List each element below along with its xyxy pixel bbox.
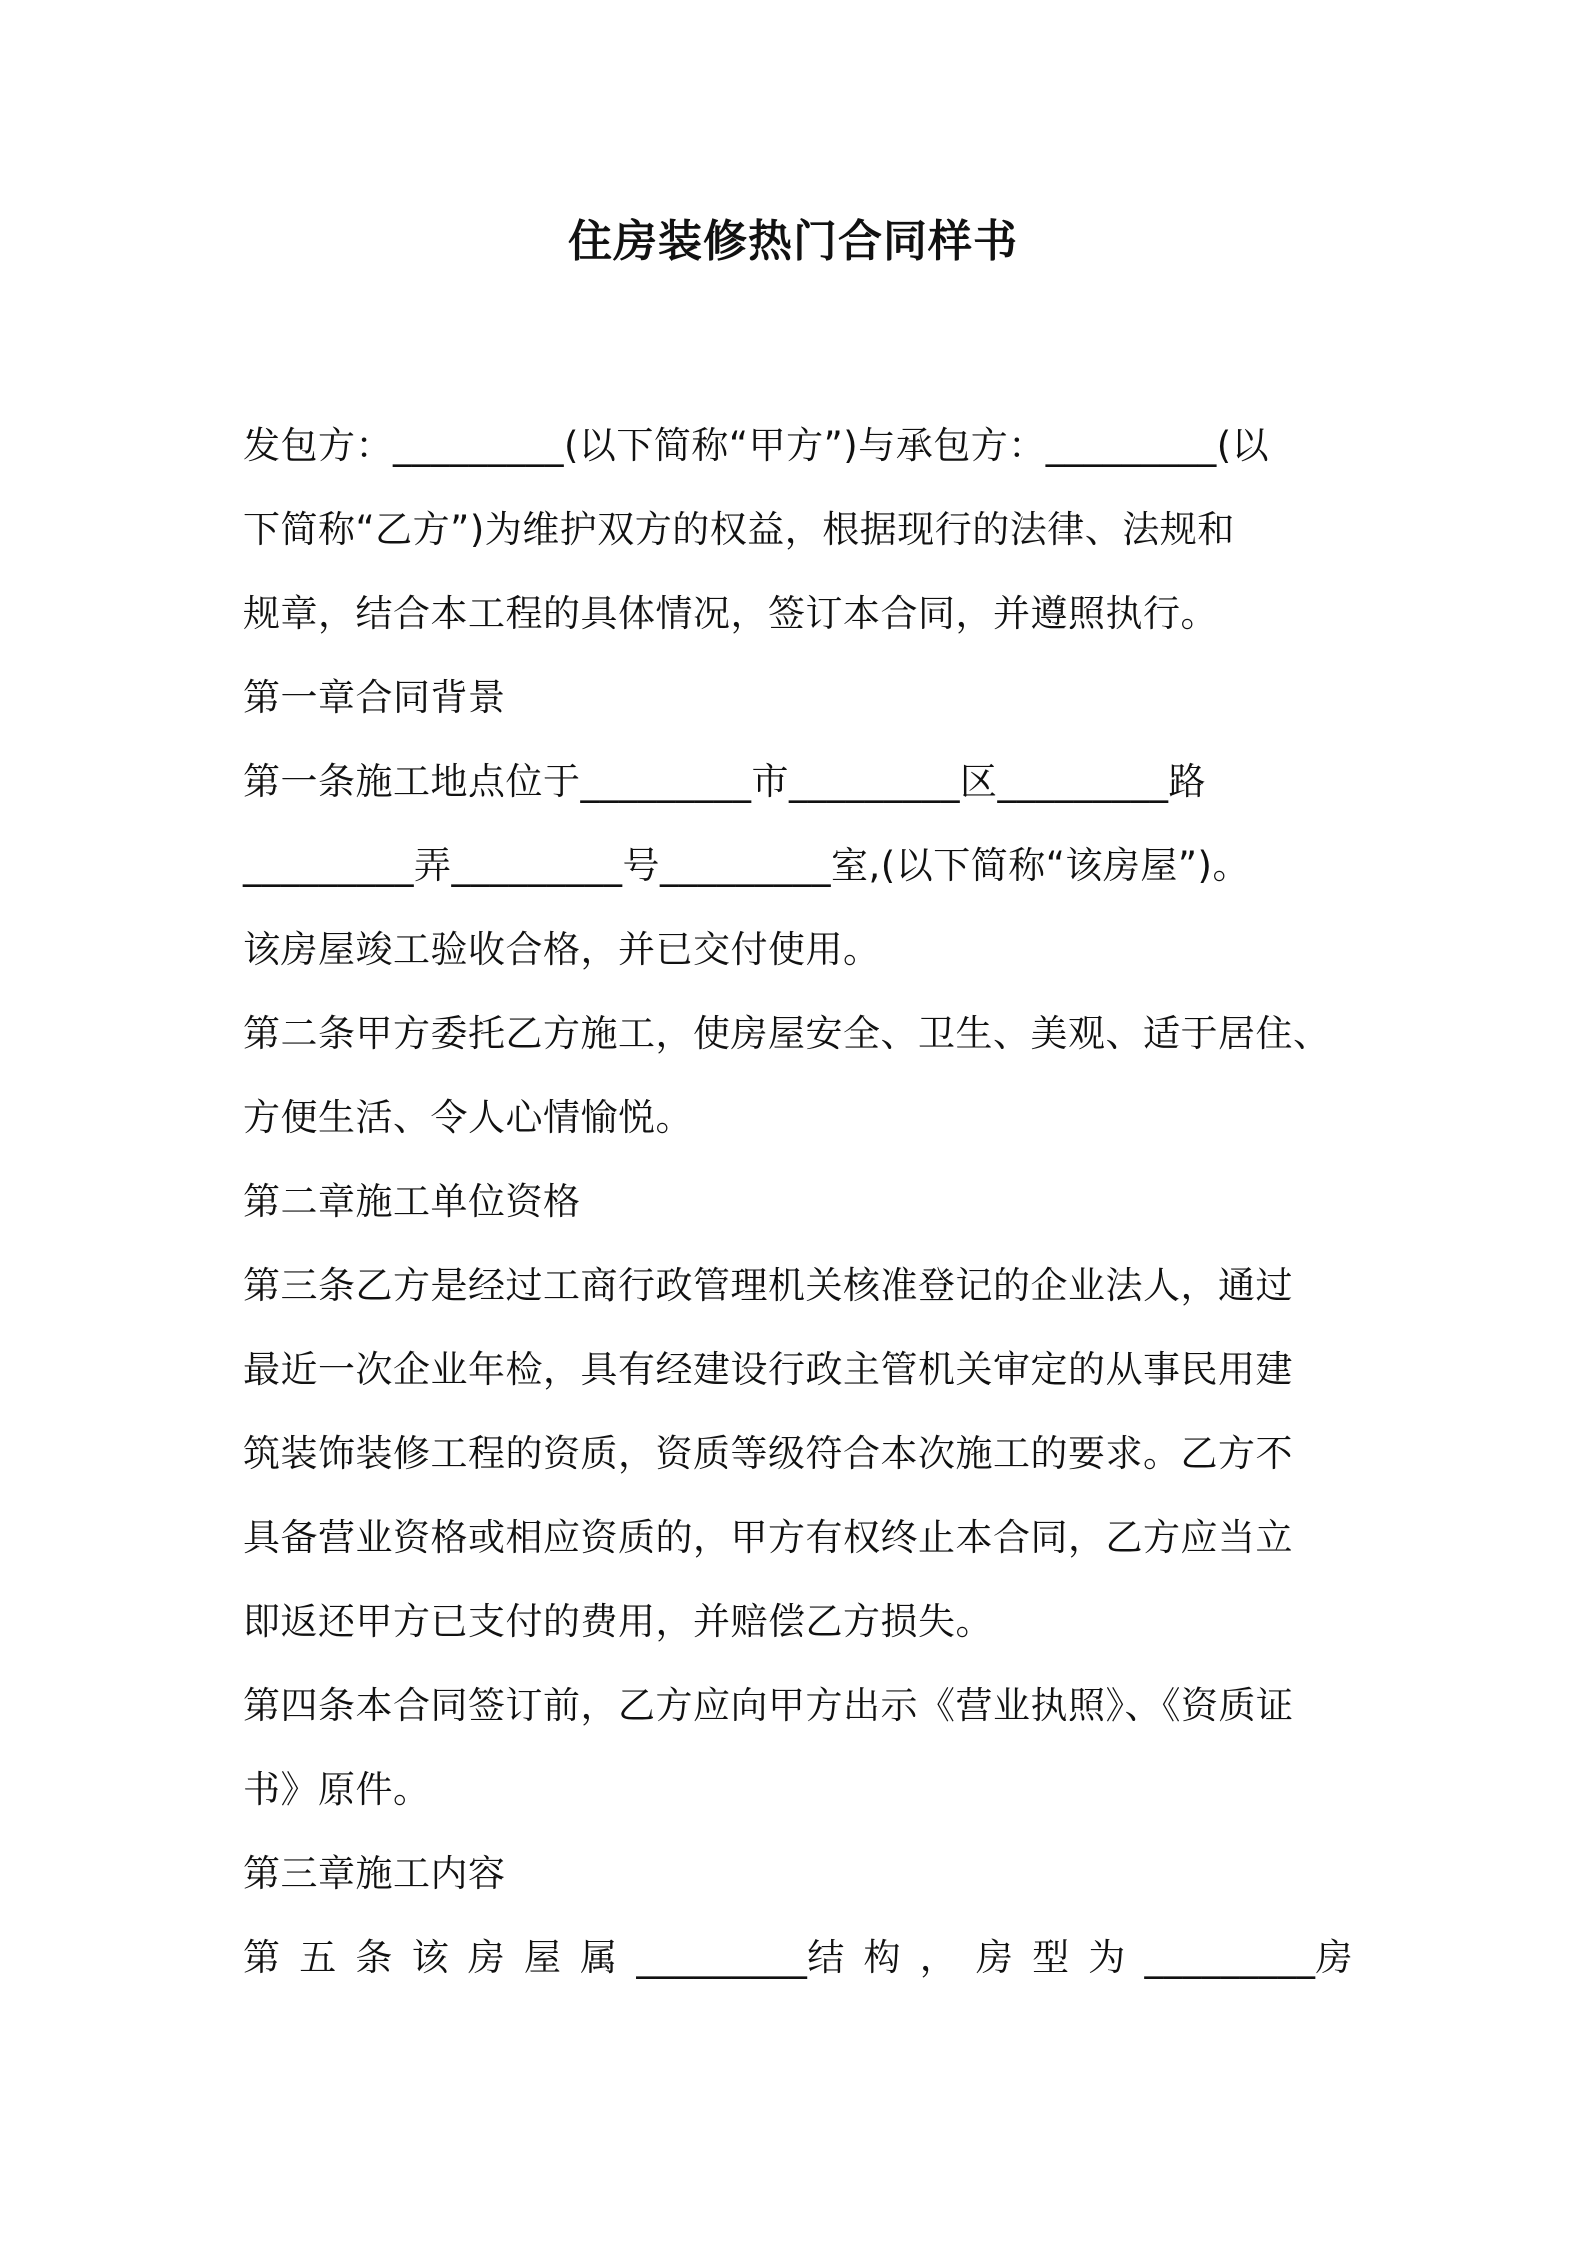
text-line: 第一条施工地点位于_________市_________区_________路 — [243, 760, 1206, 803]
text-line: 该房屋竣工验收合格，并已交付使用。 — [243, 928, 881, 971]
text-line: 最近一次企业年检，具有经建设行政主管机关审定的从事民用建 — [243, 1348, 1293, 1391]
text-segment: 房 — [467, 1936, 506, 1979]
text-line: 具备营业资格或相应资质的，甲方有权终止本合同，乙方应当立 — [243, 1516, 1293, 1559]
text-segment: 型 — [1032, 1936, 1070, 1979]
text-line: 书》原件。 — [243, 1768, 431, 1811]
text-line: 即返还甲方已支付的费用，并赔偿乙方损失。 — [243, 1600, 993, 1643]
text-line: 规章，结合本工程的具体情况，签订本合同，并遵照执行。 — [243, 592, 1218, 635]
text-line: 第二条甲方委托乙方施工，使房屋安全、卫生、美观、适于居住、 — [243, 1012, 1331, 1055]
text-segment: ， — [919, 1936, 958, 1979]
text-segment: _________结 — [636, 1936, 845, 1979]
text-segment: _________房 — [1144, 1936, 1353, 1979]
text-segment: 屋 — [523, 1936, 562, 1979]
text-segment: 属 — [580, 1936, 618, 1979]
document-title: 住房装修热门合同样书 — [568, 216, 1018, 267]
text-segment: 第 — [243, 1936, 281, 1979]
text-line: 筑装饰装修工程的资质，资质等级符合本次施工的要求。乙方不 — [243, 1432, 1293, 1475]
text-segment: 该 — [411, 1936, 450, 1979]
text-segment: 房 — [975, 1936, 1014, 1979]
chapter-heading: 第三章施工内容 — [243, 1852, 506, 1895]
text-segment: 五 — [299, 1936, 337, 1979]
text-line: 第三条乙方是经过工商行政管理机关核准登记的企业法人，通过 — [243, 1264, 1293, 1307]
text-line: _________弄_________号_________室,(以下简称“该房屋”)。 — [243, 844, 1250, 887]
text-line: 第四条本合同签订前，乙方应向甲方出示《营业执照》、《资质证 — [243, 1684, 1294, 1727]
text-line: 方便生活、令人心情愉悦。 — [243, 1096, 693, 1139]
text-line: 发包方：_________(以下简称“甲方”)与承包方：_________(以 — [243, 424, 1270, 467]
text-segment: 为 — [1088, 1936, 1126, 1979]
text-line: 下简称“乙方”)为维护双方的权益，根据现行的法律、法规和 — [243, 508, 1235, 551]
text-line-justified — [243, 1916, 1353, 2000]
text-segment: 条 — [355, 1936, 393, 1979]
document-body — [243, 404, 1353, 2000]
chapter-heading: 第二章施工单位资格 — [243, 1180, 581, 1223]
chapter-heading: 第一章合同背景 — [243, 676, 506, 719]
text-segment: 构 — [863, 1936, 901, 1979]
